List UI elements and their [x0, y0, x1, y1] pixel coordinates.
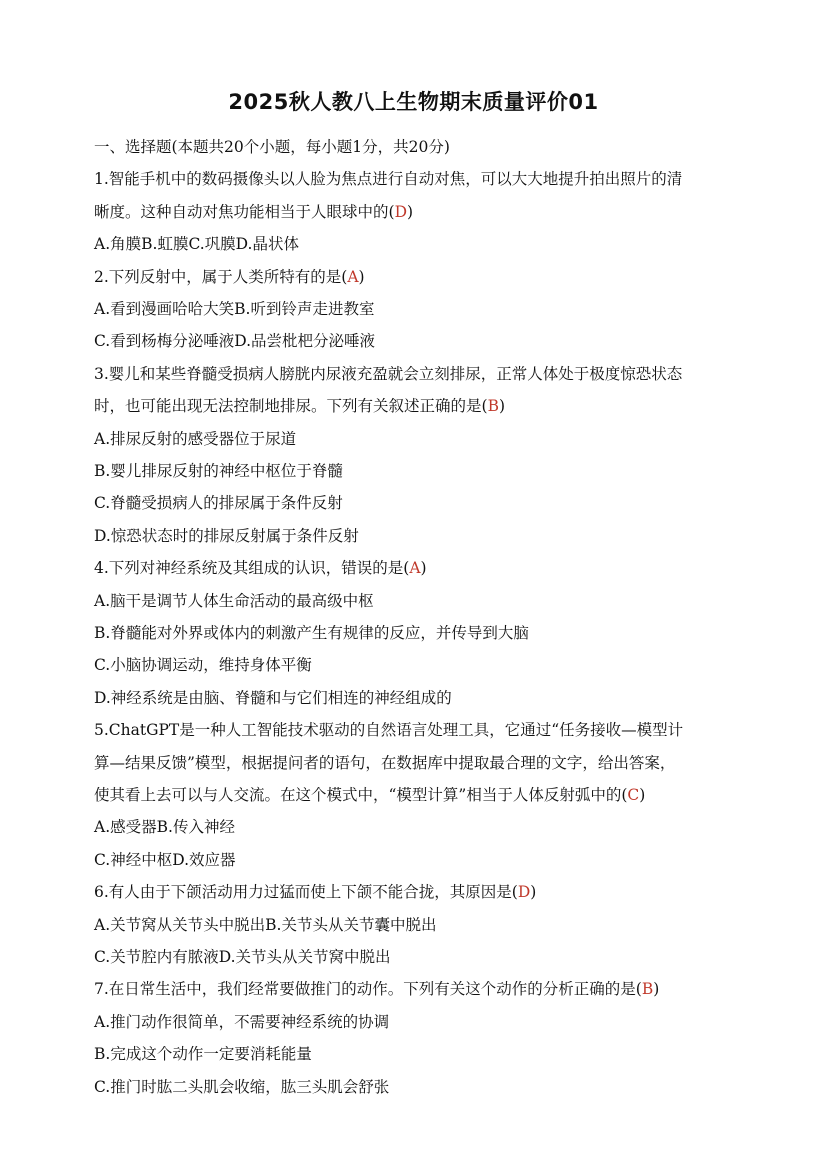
- answer-letter: C: [627, 786, 640, 804]
- option-text: B.完成这个动作一定要消耗能量: [94, 1045, 312, 1064]
- question-5-options: [94, 850, 744, 870]
- question-stem-text: 算—结果反馈”模型，根据提问者的语句，在数据库中提取最合理的文字，给出答案，: [94, 753, 676, 772]
- option-text: C.看到杨梅分泌唾液D.品尝枇杷分泌唾液: [94, 332, 376, 351]
- question-4-options: [94, 688, 744, 708]
- question-stem-text: 4.下列对神经系统及其组成的认识，错误的是(: [94, 559, 410, 578]
- question-4-options: [94, 655, 744, 675]
- option-text: B.脊髓能对外界或体内的刺激产生有规律的反应，并传导到大脑: [94, 624, 529, 642]
- question-1-options: [94, 234, 744, 254]
- page-title: 2025秋人教八上生物期末质量评价01: [228, 90, 599, 114]
- question-5-options: [94, 817, 744, 837]
- question-1-stem: [94, 169, 744, 189]
- answer-paren-close: ): [420, 559, 427, 578]
- question-3-options: [94, 526, 744, 546]
- option-text: A.看到漫画哈哈大笑B.听到铃声走进教室: [94, 300, 375, 318]
- option-text: C.脊髓受损病人的排尿属于条件反射: [94, 494, 343, 513]
- option-text: A.推门动作很简单，不需要神经系统的协调: [94, 1012, 390, 1031]
- question-4-stem: [94, 558, 744, 578]
- question-6-options: [94, 947, 744, 967]
- question-3-stem: [94, 364, 744, 384]
- answer-letter: A: [347, 267, 359, 286]
- question-3-options: [94, 493, 744, 513]
- option-text: C.小脑协调运动，维持身体平衡: [94, 656, 312, 675]
- question-stem-text: 时，也可能出现无法控制地排尿。下列有关叙述正确的是(: [94, 397, 488, 416]
- answer-letter: D: [517, 883, 531, 902]
- question-6-options: [94, 915, 744, 935]
- question-7-options: [94, 1077, 744, 1097]
- answer-paren-close: ): [639, 786, 646, 804]
- question-7-options: [94, 1044, 744, 1064]
- question-2-options: [94, 331, 744, 351]
- section-heading-text: 一、选择题(本题共20个小题，每小题1分，共20分): [94, 138, 450, 156]
- option-text: A.脑干是调节人体生命活动的最高级中枢: [94, 591, 374, 610]
- answer-letter: B: [487, 397, 499, 416]
- answer-paren-close: ): [498, 397, 506, 416]
- question-7-options: [94, 1012, 744, 1032]
- answer-paren-close: ): [653, 980, 660, 999]
- question-3-stem: [94, 396, 744, 416]
- answer-paren-close: ): [530, 883, 537, 902]
- option-text: A.感受器B.传入神经: [94, 818, 235, 837]
- question-stem-text: 3.婴儿和某些脊髓受损病人膀胱内尿液充盈就会立刻排尿，正常人体处于极度惊恐状态: [94, 364, 683, 383]
- question-4-options: [94, 623, 744, 643]
- question-7-stem: [94, 979, 744, 999]
- question-2-options: [94, 299, 744, 319]
- answer-letter: D: [394, 202, 407, 221]
- question-stem-text: 6.有人由于下颌活动用力过猛而使上下颌不能合拢，其原因是(: [94, 883, 518, 902]
- question-5-stem: [94, 753, 744, 773]
- question-1-stem: [94, 202, 744, 222]
- question-5-stem: [94, 720, 744, 740]
- option-text: A.排尿反射的感受器位于尿道: [94, 429, 297, 448]
- option-text: D.惊恐状态时的排尿反射属于条件反射: [94, 526, 359, 545]
- option-text: C.关节腔内有脓液D.关节头从关节窝中脱出: [94, 948, 391, 966]
- question-3-options: [94, 461, 744, 481]
- question-3-options: [94, 429, 744, 449]
- option-text: A.角膜B.虹膜C.巩膜D.晶状体: [94, 235, 299, 254]
- question-stem-text: 使其看上去可以与人交流。在这个模式中，“模型计算”相当于人体反射弧中的(: [94, 786, 628, 804]
- question-4-options: [94, 591, 744, 611]
- option-text: A.关节窝从关节头中脱出B.关节头从关节囊中脱出: [94, 915, 437, 934]
- question-6-stem: [94, 882, 744, 902]
- option-text: B.婴儿排尿反射的神经中枢位于脊髓: [94, 462, 343, 480]
- question-stem-text: 1.智能手机中的数码摄像头以人脸为焦点进行自动对焦，可以大大地提升拍出照片的清: [94, 170, 683, 189]
- option-text: D.神经系统是由脑、脊髓和与它们相连的神经组成的: [94, 688, 452, 707]
- question-stem-text: 7.在日常生活中，我们经常要做推门的动作。下列有关这个动作的分析正确的是(: [94, 980, 642, 999]
- answer-letter: A: [409, 559, 421, 578]
- question-stem-text: 晰度。这种自动对焦功能相当于人眼球中的(: [94, 202, 395, 221]
- option-text: C.推门时肱二头肌会收缩，肱三头肌会舒张: [94, 1077, 390, 1096]
- answer-paren-close: ): [407, 202, 414, 221]
- question-stem-text: 2.下列反射中，属于人类所特有的是(: [94, 267, 348, 286]
- section-heading: [94, 137, 744, 157]
- option-text: C.神经中枢D.效应器: [94, 850, 236, 869]
- question-stem-text: 5.ChatGPT是一种人工智能技术驱动的自然语言处理工具，它通过“任务接收—模型计: [94, 721, 684, 740]
- answer-paren-close: ): [358, 267, 365, 286]
- question-2-stem: [94, 267, 744, 287]
- question-5-stem: [94, 785, 744, 805]
- answer-letter: B: [641, 980, 654, 999]
